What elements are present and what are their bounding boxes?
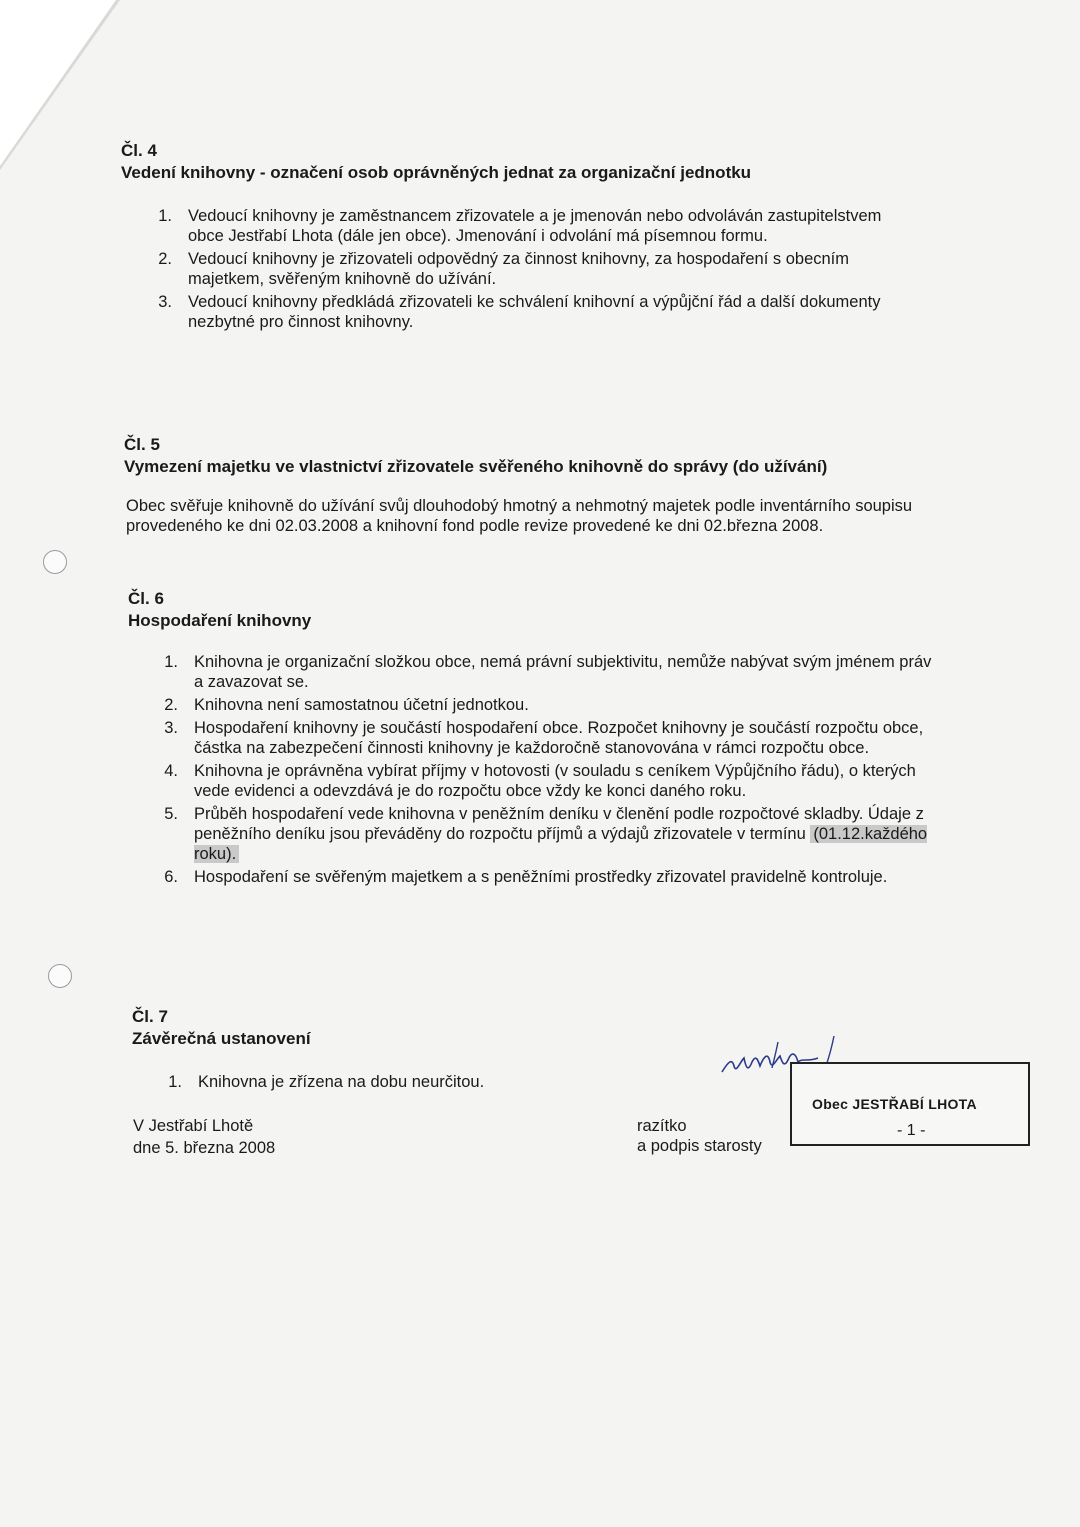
list-item: 6. Hospodaření se svěřeným majetkem a s peněžními prostředky zřizovatel pravidelně kontroluje. [164, 868, 888, 886]
punch-hole [48, 964, 72, 988]
list-item: 1. Knihovna je organizační složkou obce, nemá právní subjektivitu, nemůže nabývat svým jménem práv a zavazovat se. [164, 653, 932, 691]
article-title: Vymezení majetku ve vlastnictví zřizovatele svěřeného knihovně do správy (do užívání) [124, 457, 828, 476]
place-line: V Jestřabí Lhotě [133, 1117, 254, 1135]
article-number: Čl. 5 [124, 435, 160, 454]
list-item: 3. Vedoucí knihovny předkládá zřizovateli ke schválení knihovní a výpůjční řád a další dokumenty nezbytné pro činnost knihovny. [158, 293, 881, 331]
article-title: Závěrečná ustanovení [132, 1029, 311, 1048]
article-number: Čl. 4 [121, 141, 157, 160]
article-7-list [152, 1072, 712, 1095]
article-4-list [142, 206, 912, 335]
folded-corner-inner [0, 0, 116, 166]
article-6-list [148, 652, 938, 890]
article-4 [121, 140, 941, 184]
list-item: 2. Vedoucí knihovny je zřizovateli odpovědný za činnost knihovny, za hospodaření s obecním majetkem, svěřeným knihovně do užívání. [158, 250, 850, 288]
article-5-text: Obec svěřuje knihovně do užívání svůj dlouhodobý hmotný a nehmotný majetek podle inventárního soupisu provedeného ke dni 02.03.2008 a knihovní fond podle revize provedené ke dni 02.března 2008. [126, 497, 913, 535]
list-item: 4. Knihovna je oprávněna vybírat příjmy v hotovosti (v souladu s ceníkem Výpůjčního řádu), o kterých vede evidenci a odevzdává je do rozpočtu obce vždy ke konci daného roku. [164, 762, 916, 800]
stamp-text: Obec JESTŘABÍ LHOTA [812, 1096, 977, 1112]
list-item: 1. Vedoucí knihovny je zaměstnancem zřizovatele a je jmenován nebo odvoláván zastupitelstvem obce Jestřabí Lhota (dále jen obce). Jmenování i odvolání má písemnou formu. [158, 207, 882, 245]
list-item: 2. Knihovna není samostatnou účetní jednotkou. [164, 696, 529, 714]
highlighted-term: (01.12.každého roku). [194, 825, 928, 863]
article-7 [132, 1006, 732, 1050]
article-5 [124, 434, 944, 478]
date-line: dne 5. března 2008 [133, 1139, 276, 1157]
stamp-label: razítko [637, 1117, 687, 1135]
article-title: Hospodaření knihovny [128, 611, 312, 630]
article-number: Čl. 6 [128, 589, 164, 608]
list-item: 1. Knihovna je zřízena na dobu neurčitou. [168, 1073, 485, 1091]
punch-hole [43, 550, 67, 574]
article-title: Vedení knihovny - označení osob oprávněných jednat za organizační jednotku [121, 163, 752, 182]
article-number: Čl. 7 [132, 1007, 168, 1026]
article-6 [128, 588, 948, 632]
signature-label: a podpis starosty [637, 1137, 762, 1155]
page-number: - 1 - [897, 1122, 926, 1139]
list-item: 5. Průběh hospodaření vede knihovna v peněžním deníku v členění podle rozpočtové skladby. Údaje z peněžního deníku jsou převáděny do rozpočtu příjmů a výdajů zřizovatele v termínu (01.12.každého roku). [164, 805, 928, 863]
list-item: 3. Hospodaření knihovny je součástí hospodaření obce. Rozpočet knihovny je součástí rozpočtu obce, částka na zabezpečení činnosti knihovny je každoročně stanovována v rámci rozpočtu obce. [164, 719, 924, 757]
